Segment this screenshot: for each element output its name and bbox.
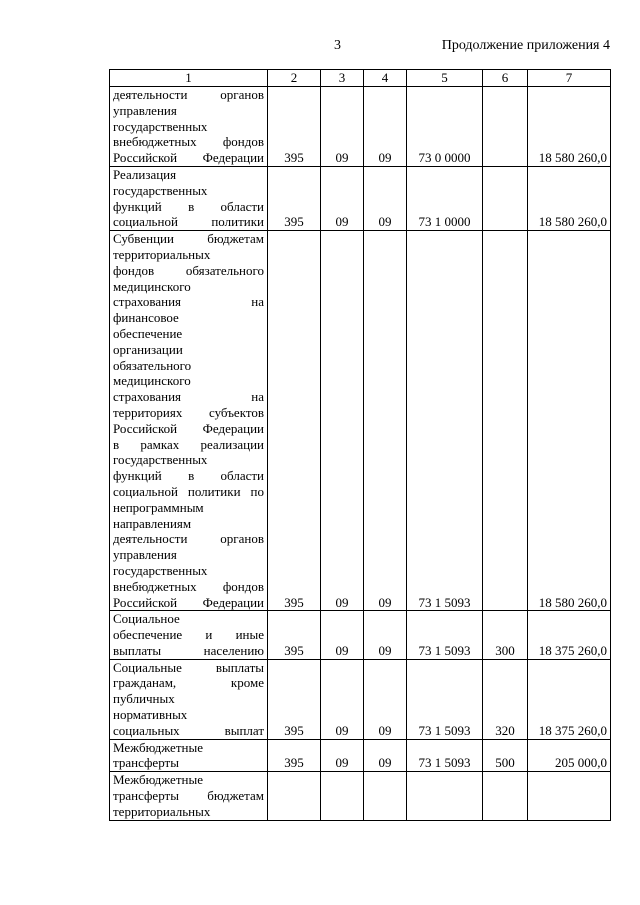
column-header: 7 <box>528 70 611 87</box>
description-line: деятельности органов <box>113 531 264 547</box>
column-header: 6 <box>483 70 528 87</box>
description-line: внебюджетных фондов <box>113 134 264 150</box>
description-line: выплаты населению <box>113 642 264 658</box>
description-line: Межбюджетные <box>113 739 203 755</box>
description-line: государственных <box>113 118 208 134</box>
table-row <box>110 659 611 739</box>
appendix-continuation-label: Продолжение приложения 4 <box>441 38 610 53</box>
description-line: управления <box>113 102 177 118</box>
description-line: деятельности органов <box>113 87 264 102</box>
admin-code-cell: 395 <box>268 166 321 230</box>
description-line: финансовое <box>113 310 179 326</box>
description-line: Реализация <box>113 166 177 182</box>
description-line: Социальные выплаты <box>113 659 264 675</box>
subsection-cell: 09 <box>364 231 407 611</box>
section-cell: 09 <box>321 659 364 739</box>
description-line: страхования на <box>113 389 264 405</box>
admin-code-cell: 395 <box>268 659 321 739</box>
description-line: нормативных <box>113 707 188 723</box>
section-cell: 09 <box>321 611 364 659</box>
amount-cell: 18 580 260,0 <box>528 166 611 230</box>
description-line: государственных <box>113 562 208 578</box>
section-cell: 09 <box>321 739 364 772</box>
description-line: трансферты <box>113 755 179 771</box>
subsection-cell <box>364 772 407 820</box>
description-line: управления <box>113 547 177 563</box>
subsection-cell: 09 <box>364 87 407 167</box>
table-row <box>110 772 611 820</box>
subsection-cell: 09 <box>364 659 407 739</box>
subsection-cell: 09 <box>364 611 407 659</box>
description-line: социальной политики по <box>113 483 264 499</box>
description-line: направлениям <box>113 515 192 531</box>
description-line: трансферты бюджетам <box>113 788 264 804</box>
amount-cell: 18 580 260,0 <box>528 231 611 611</box>
description-line: государственных <box>113 182 208 198</box>
expense-type-cell: 320 <box>483 659 528 739</box>
column-number-row <box>110 70 611 87</box>
section-cell: 09 <box>321 231 364 611</box>
amount-cell: 18 580 260,0 <box>528 87 611 167</box>
description-line: функций в области <box>113 468 264 484</box>
description-line: организации <box>113 341 183 357</box>
description-line: Российской Федерации <box>113 420 264 436</box>
description-line: Субвенции бюджетам <box>113 231 264 247</box>
column-header: 1 <box>110 70 268 87</box>
description-line: социальной политики <box>113 214 264 230</box>
description-line: Российской Федерации <box>113 594 264 610</box>
column-header: 2 <box>268 70 321 87</box>
description-line: Российской Федерации <box>113 150 264 166</box>
description-line: территориальных <box>113 803 211 819</box>
target-article-cell: 73 0 0000 <box>407 87 483 167</box>
column-header: 3 <box>321 70 364 87</box>
table-row <box>110 611 611 659</box>
subsection-cell: 09 <box>364 739 407 772</box>
target-article-cell: 73 1 5093 <box>407 231 483 611</box>
description-line: государственных <box>113 452 208 468</box>
description-line: социальных выплат <box>113 722 264 738</box>
expense-type-cell <box>483 166 528 230</box>
table-row <box>110 166 611 230</box>
page-number: 3 <box>334 38 341 53</box>
amount-cell: 205 000,0 <box>528 739 611 772</box>
description-line: страхования на <box>113 294 264 310</box>
amount-cell: 18 375 260,0 <box>528 659 611 739</box>
item-description-cell <box>110 611 268 659</box>
target-article-cell: 73 1 5093 <box>407 739 483 772</box>
description-line: территориях субъектов <box>113 404 264 420</box>
admin-code-cell: 395 <box>268 739 321 772</box>
description-line: Социальное <box>113 611 180 627</box>
description-line: внебюджетных фондов <box>113 578 264 594</box>
budget-table <box>109 69 611 821</box>
description-line: Межбюджетные <box>113 772 203 788</box>
admin-code-cell: 395 <box>268 87 321 167</box>
item-description-cell <box>110 87 268 167</box>
section-cell: 09 <box>321 166 364 230</box>
description-line: гражданам, кроме <box>113 675 264 691</box>
target-article-cell: 73 1 5093 <box>407 659 483 739</box>
description-line: территориальных <box>113 246 211 262</box>
item-description-cell <box>110 231 268 611</box>
item-description-cell <box>110 739 268 772</box>
item-description-cell <box>110 772 268 820</box>
amount-cell <box>528 772 611 820</box>
target-article-cell: 73 1 0000 <box>407 166 483 230</box>
description-line: функций в области <box>113 198 264 214</box>
section-cell <box>321 772 364 820</box>
description-line: медицинского <box>113 373 191 389</box>
target-article-cell: 73 1 5093 <box>407 611 483 659</box>
description-line: фондов обязательного <box>113 262 264 278</box>
column-header: 4 <box>364 70 407 87</box>
subsection-cell: 09 <box>364 166 407 230</box>
table-row <box>110 87 611 167</box>
admin-code-cell <box>268 772 321 820</box>
section-cell: 09 <box>321 87 364 167</box>
amount-cell: 18 375 260,0 <box>528 611 611 659</box>
expense-type-cell: 300 <box>483 611 528 659</box>
column-header: 5 <box>407 70 483 87</box>
description-line: обеспечение <box>113 325 183 341</box>
description-line: медицинского <box>113 278 191 294</box>
description-line: публичных <box>113 691 175 707</box>
expense-type-cell <box>483 772 528 820</box>
description-line: обеспечение и иные <box>113 627 264 643</box>
expense-type-cell: 500 <box>483 739 528 772</box>
expense-type-cell <box>483 87 528 167</box>
admin-code-cell: 395 <box>268 231 321 611</box>
admin-code-cell: 395 <box>268 611 321 659</box>
table-row <box>110 739 611 772</box>
table-row <box>110 231 611 611</box>
target-article-cell <box>407 772 483 820</box>
description-line: обязательного <box>113 357 192 373</box>
item-description-cell <box>110 166 268 230</box>
expense-type-cell <box>483 231 528 611</box>
item-description-cell <box>110 659 268 739</box>
description-line: непрограммным <box>113 499 204 515</box>
description-line: в рамках реализации <box>113 436 264 452</box>
